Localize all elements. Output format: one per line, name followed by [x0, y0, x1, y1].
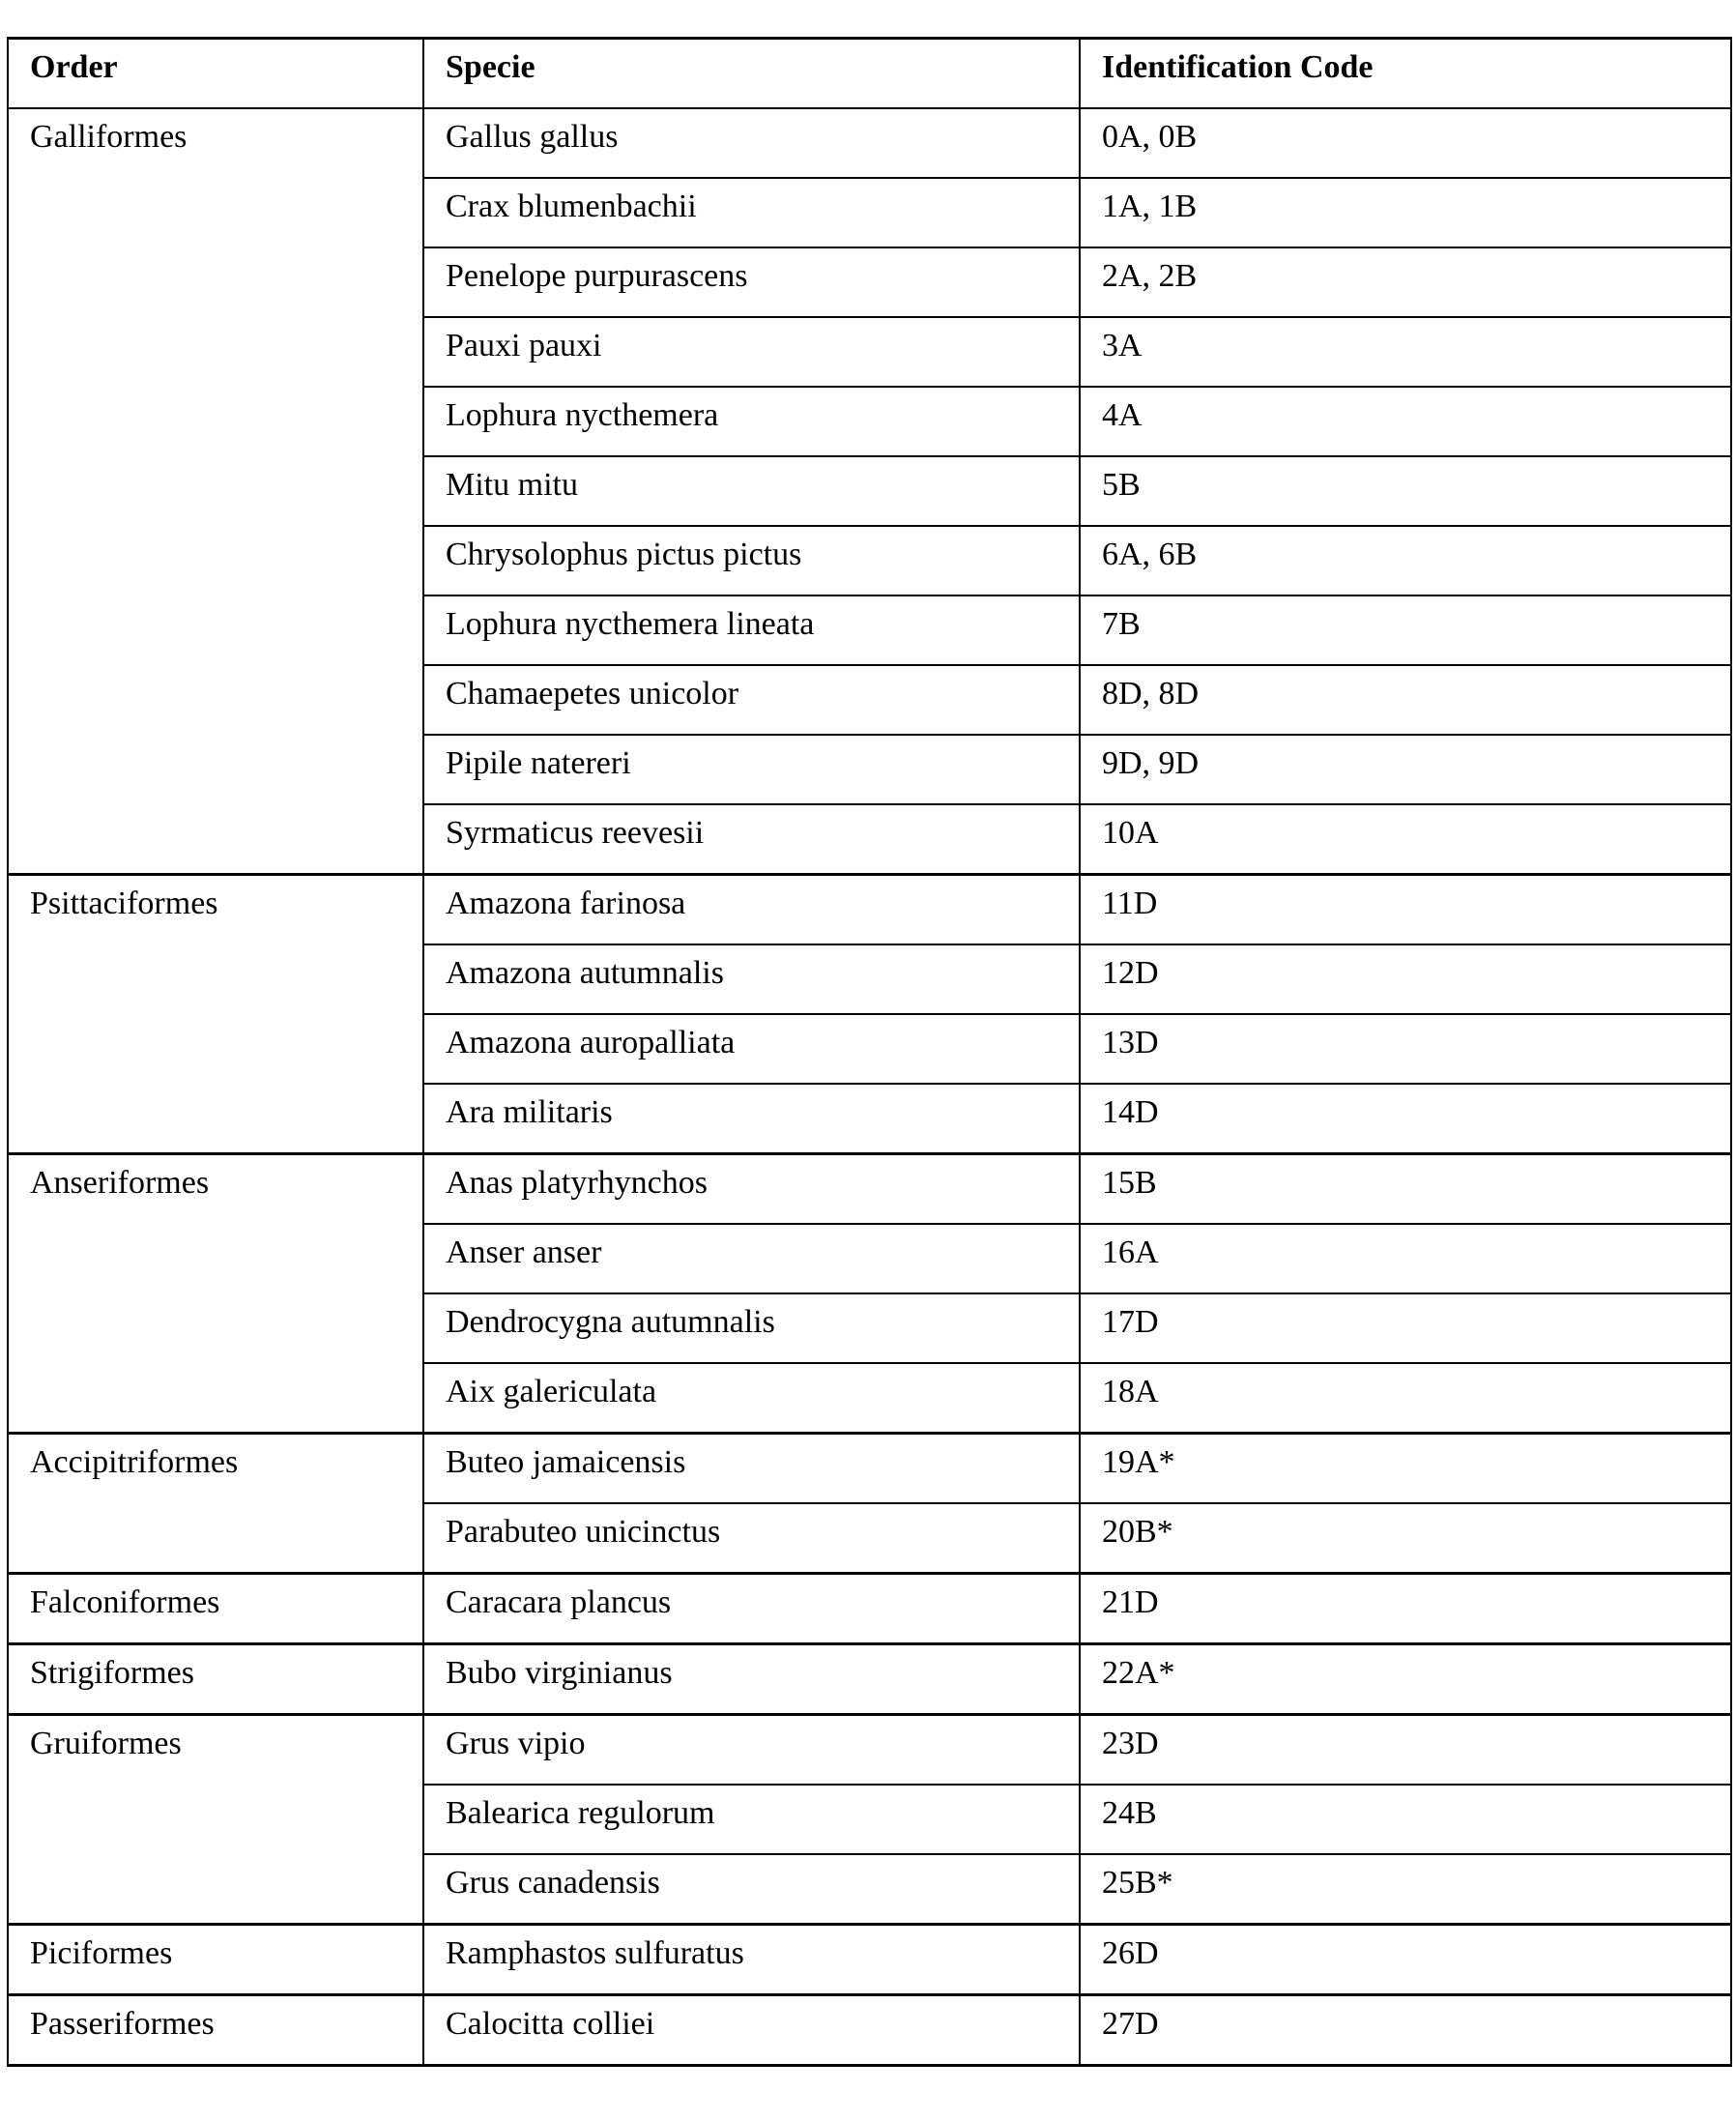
table-row [8, 108, 1731, 178]
identification-code: 1A, 1B [1102, 189, 1198, 224]
order-cell [8, 1995, 423, 2066]
identification-code: 9D, 9D [1102, 745, 1200, 781]
order-name: Passeriformes [30, 2006, 215, 2042]
code-cell [1080, 1925, 1731, 1995]
table-row [8, 1434, 1731, 1504]
specie-cell [423, 1503, 1080, 1574]
code-cell [1080, 735, 1731, 804]
specie-cell [423, 178, 1080, 247]
identification-code: 24B [1102, 1795, 1157, 1831]
specie-name: Calocitta colliei [446, 2006, 655, 2042]
specie-cell [423, 1785, 1080, 1854]
table-row [8, 1154, 1731, 1225]
specie-cell [423, 735, 1080, 804]
code-cell [1080, 1995, 1731, 2066]
specie-cell [423, 108, 1080, 178]
table-row [8, 875, 1731, 945]
specie-cell [423, 1854, 1080, 1925]
order-name: Gruiformes [30, 1726, 182, 1761]
code-cell [1080, 108, 1731, 178]
code-cell [1080, 1434, 1731, 1504]
specie-name: Amazona auropalliata [446, 1025, 736, 1060]
specie-name: Ara militaris [446, 1094, 613, 1130]
identification-code: 22A* [1102, 1655, 1175, 1691]
identification-code: 17D [1102, 1304, 1159, 1340]
identification-code: 21D [1102, 1584, 1159, 1620]
identification-code: 10A [1102, 815, 1159, 851]
specie-cell [423, 1574, 1080, 1644]
code-cell [1080, 1503, 1731, 1574]
identification-code: 12D [1102, 955, 1159, 991]
specie-name: Ramphastos sulfuratus [446, 1935, 744, 1971]
order-cell [8, 1434, 423, 1574]
table-row [8, 1715, 1731, 1786]
table-row [8, 1644, 1731, 1715]
specie-cell [423, 1715, 1080, 1786]
specie-name: Buteo jamaicensis [446, 1444, 686, 1480]
table-row [8, 1574, 1731, 1644]
specie-cell [423, 1925, 1080, 1995]
specie-cell [423, 1434, 1080, 1504]
identification-code: 6A, 6B [1102, 537, 1198, 572]
specie-name: Bubo virginianus [446, 1655, 673, 1691]
identification-code: 20B* [1102, 1514, 1173, 1550]
order-name: Falconiformes [30, 1584, 220, 1620]
code-cell [1080, 1854, 1731, 1925]
specie-cell [423, 387, 1080, 456]
specie-name: Crax blumenbachii [446, 189, 697, 224]
specie-name: Penelope purpurascens [446, 258, 748, 294]
identification-code: 2A, 2B [1102, 258, 1198, 294]
header-specie: Specie [423, 39, 1080, 109]
order-cell [8, 108, 423, 875]
specie-cell [423, 665, 1080, 735]
order-name: Accipitriformes [30, 1444, 239, 1480]
specie-name: Gallus gallus [446, 119, 619, 155]
code-cell [1080, 665, 1731, 735]
specie-cell [423, 595, 1080, 665]
identification-code: 14D [1102, 1094, 1159, 1130]
specie-name: Balearica regulorum [446, 1795, 715, 1831]
header-row [8, 39, 1731, 109]
specie-name: Amazona autumnalis [446, 955, 724, 991]
table-header [8, 39, 1731, 109]
species-table [7, 37, 1732, 2067]
identification-code: 26D [1102, 1935, 1159, 1971]
specie-name: Syrmaticus reevesii [446, 815, 705, 851]
specie-cell [423, 1224, 1080, 1293]
specie-cell [423, 526, 1080, 595]
order-cell [8, 1574, 423, 1644]
specie-cell [423, 1084, 1080, 1154]
header-order: Order [8, 39, 423, 109]
code-cell [1080, 1644, 1731, 1715]
code-cell [1080, 1084, 1731, 1154]
identification-code: 18A [1102, 1374, 1159, 1409]
identification-code: 16A [1102, 1234, 1159, 1270]
specie-cell [423, 247, 1080, 317]
order-name: Galliformes [30, 119, 188, 155]
identification-code: 19A* [1102, 1444, 1175, 1480]
specie-cell [423, 1154, 1080, 1225]
code-cell [1080, 1014, 1731, 1084]
identification-code: 8D, 8D [1102, 676, 1200, 712]
code-cell [1080, 1363, 1731, 1434]
code-cell [1080, 944, 1731, 1014]
code-cell [1080, 456, 1731, 526]
identification-code: 11D [1102, 886, 1158, 921]
specie-name: Anas platyrhynchos [446, 1165, 709, 1201]
identification-code: 4A [1102, 397, 1143, 433]
identification-code: 25B* [1102, 1865, 1173, 1901]
code-cell [1080, 1224, 1731, 1293]
code-cell [1080, 526, 1731, 595]
specie-name: Chrysolophus pictus pictus [446, 537, 802, 572]
specie-cell [423, 804, 1080, 875]
specie-name: Amazona farinosa [446, 886, 686, 921]
code-cell [1080, 317, 1731, 387]
code-cell [1080, 247, 1731, 317]
code-cell [1080, 178, 1731, 247]
code-cell [1080, 1715, 1731, 1786]
order-cell [8, 1715, 423, 1925]
order-cell [8, 875, 423, 1154]
code-cell [1080, 1785, 1731, 1854]
specie-name: Lophura nycthemera lineata [446, 606, 815, 642]
code-cell [1080, 1293, 1731, 1363]
code-cell [1080, 875, 1731, 945]
identification-code: 7B [1102, 606, 1141, 642]
identification-code: 15B [1102, 1165, 1157, 1201]
specie-name: Aix galericulata [446, 1374, 657, 1409]
code-cell [1080, 595, 1731, 665]
order-cell [8, 1154, 423, 1434]
specie-cell [423, 317, 1080, 387]
identification-code: 23D [1102, 1726, 1159, 1761]
specie-cell [423, 1014, 1080, 1084]
specie-name: Parabuteo unicinctus [446, 1514, 721, 1550]
specie-name: Pipile natereri [446, 745, 631, 781]
identification-code: 0A, 0B [1102, 119, 1198, 155]
specie-name: Grus vipio [446, 1726, 586, 1761]
specie-cell [423, 1293, 1080, 1363]
code-cell [1080, 1574, 1731, 1644]
code-cell [1080, 804, 1731, 875]
specie-name: Grus canadensis [446, 1865, 660, 1901]
specie-cell [423, 1644, 1080, 1715]
specie-cell [423, 1363, 1080, 1434]
specie-name: Pauxi pauxi [446, 328, 602, 363]
order-cell [8, 1925, 423, 1995]
order-name: Anseriformes [30, 1165, 210, 1201]
specie-cell [423, 456, 1080, 526]
header-identification-code: Identification Code [1080, 39, 1731, 109]
order-name: Psittaciformes [30, 886, 218, 921]
specie-name: Caracara plancus [446, 1584, 672, 1620]
order-name: Strigiformes [30, 1655, 194, 1691]
identification-code: 3A [1102, 328, 1143, 363]
code-cell [1080, 387, 1731, 456]
specie-name: Chamaepetes unicolor [446, 676, 739, 712]
table-row [8, 1925, 1731, 1995]
specie-name: Dendrocygna autumnalis [446, 1304, 775, 1340]
specie-name: Anser anser [446, 1234, 602, 1270]
identification-code: 27D [1102, 2006, 1159, 2042]
specie-cell [423, 944, 1080, 1014]
specie-name: Mitu mitu [446, 467, 578, 503]
code-cell [1080, 1154, 1731, 1225]
specie-name: Lophura nycthemera [446, 397, 719, 433]
table-row [8, 1995, 1731, 2066]
identification-code: 5B [1102, 467, 1141, 503]
specie-cell [423, 875, 1080, 945]
order-cell [8, 1644, 423, 1715]
table-body [8, 108, 1731, 2066]
specie-cell [423, 1995, 1080, 2066]
order-name: Piciformes [30, 1935, 173, 1971]
identification-code: 13D [1102, 1025, 1159, 1060]
